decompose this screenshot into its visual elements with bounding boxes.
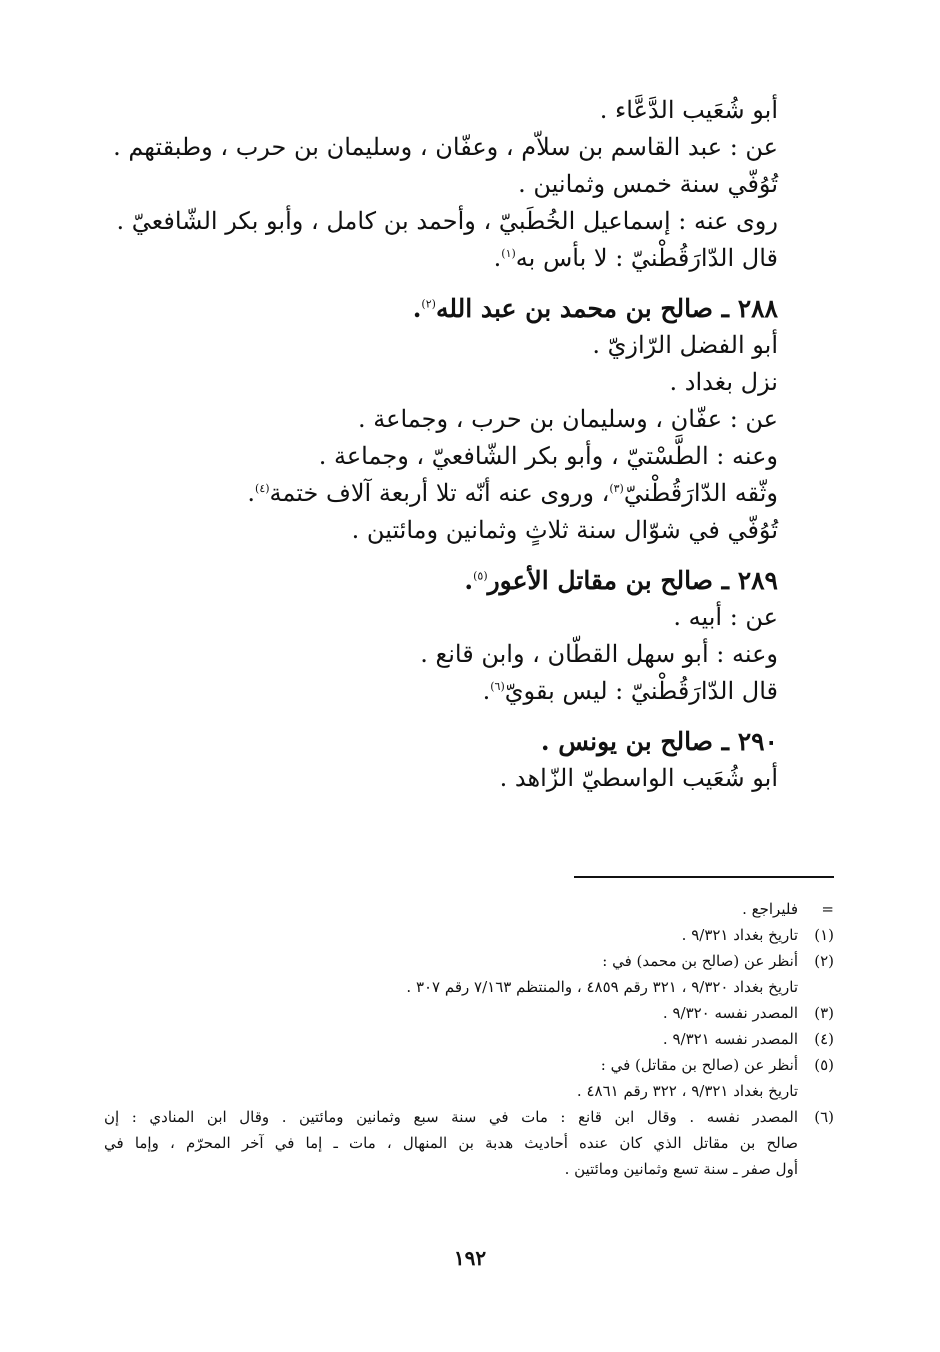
entry-title xyxy=(138,290,778,327)
text-line xyxy=(138,673,778,710)
text-span: . xyxy=(493,244,502,272)
text-line: عن : أبيه . xyxy=(673,603,778,631)
text-line: أبو شُعَيب الواسطيّ الزّاهد . xyxy=(499,764,778,792)
footnote-line: المصدر نفسه ٩/٣٢٠ . xyxy=(662,1004,798,1022)
entry-title: ٢٩٠ ـ صالح بن يونس . xyxy=(540,727,778,756)
footnote-body xyxy=(104,896,798,922)
footnote xyxy=(104,1000,834,1026)
footnote-ref: (٤) xyxy=(255,482,270,495)
footnote-ref: (٦) xyxy=(490,680,505,693)
footnotes xyxy=(104,896,834,1182)
entry-289 xyxy=(138,562,778,710)
text-span: . xyxy=(482,677,491,705)
footnote-line: المصدر نفسه . وقال ابن قانع : مات في سنة سبع وثمانين ومائتين . وقال ابن المنادي : إن xyxy=(104,1108,798,1126)
footnote-body xyxy=(104,948,798,1000)
text-line: أبو الفضل الرّازيّ . xyxy=(592,331,778,359)
text-line: تُوُفّي في شوّال سنة ثلاثٍ وثمانين ومائتين . xyxy=(351,516,778,544)
footnote-body xyxy=(104,1026,798,1052)
footnote-number: (٦) xyxy=(814,1108,834,1126)
footnote-line: فليراجع . xyxy=(742,900,798,918)
footnote-number: = xyxy=(821,900,834,918)
footnote-number: (٣) xyxy=(814,1004,834,1022)
text-span: . xyxy=(247,479,256,507)
text-line: وعنه : أبو سهل القطّان ، وابن قانع . xyxy=(420,640,778,668)
footnote-number: (١) xyxy=(814,926,834,944)
text-line: عن : عبد القاسم بن سلاّم ، وعفّان ، وسليمان بن حرب ، وطبقتهم . xyxy=(113,133,778,161)
text-line: أبو شُعَيب الدَّعَّاء . xyxy=(599,96,778,124)
footnote xyxy=(104,896,834,922)
footnote xyxy=(104,1104,834,1182)
footnote-number: (٥) xyxy=(814,1056,834,1074)
entry-288 xyxy=(138,290,778,549)
previous-entry-tail xyxy=(113,92,778,277)
footnote-number: (٤) xyxy=(814,1030,834,1048)
text-span: . xyxy=(412,294,422,323)
entry-title-text: ٢٨٩ ـ صالح بن مقاتل الأعور xyxy=(487,566,778,595)
footnote-line: تاريخ بغداد ٩/٣٢١ . xyxy=(681,926,798,944)
footnote-line: تاريخ بغداد ٩/٣٢١ ، ٣٢٢ رقم ٤٨٦١ . xyxy=(576,1082,798,1100)
text-span: قال الدّارَقُطْنيّ : ليس بقويّ xyxy=(504,677,778,705)
footnote-ref: (٣) xyxy=(609,482,624,495)
footnote-line: أنظر عن (صالح بن مقاتل) في : xyxy=(600,1056,798,1074)
entry-290 xyxy=(138,723,778,797)
entry-title xyxy=(138,562,778,599)
text-line: تُوُفّي سنة خمس وثمانين . xyxy=(518,170,778,198)
footnote-ref: (١) xyxy=(501,247,516,260)
footnote-divider xyxy=(574,876,834,878)
footnote-line: تاريخ بغداد ٩/٣٢٠ ، ٣٢١ رقم ٤٨٥٩ ، والمنتظم ٧/١٦٣ رقم ٣٠٧ . xyxy=(406,978,798,996)
text-span: ، وروى عنه أنّه تلا أربعة آلاف ختمة xyxy=(269,479,610,507)
text-line: نزل بغداد . xyxy=(669,368,778,396)
footnote-line: المصدر نفسه ٩/٣٢١ . xyxy=(662,1030,798,1048)
footnote-line: أول صفر ـ سنة تسع وثمانين ومائتين . xyxy=(564,1160,798,1178)
main-text xyxy=(113,92,778,797)
text-line: روى عنه : إسماعيل الخُطَبيّ ، وأحمد بن كامل ، وأبو بكر الشّافعيّ . xyxy=(116,207,778,235)
entry-title-text: ٢٨٨ ـ صالح بن محمد بن عبد الله xyxy=(435,294,778,323)
footnote-line: أنظر عن (صالح بن محمد) في : xyxy=(602,952,798,970)
text-span: وثّقه الدّارَقُطْنيّ xyxy=(623,479,778,507)
footnote xyxy=(104,948,834,1000)
footnote xyxy=(104,1052,834,1104)
footnote xyxy=(104,1026,834,1052)
footnote xyxy=(104,922,834,948)
text-line: عن : عفّان ، وسليمان بن حرب ، وجماعة . xyxy=(358,405,778,433)
footnote-line: صالح بن مقاتل الذي كان عنده أحاديث هدبة بن المنهال ، مات ـ إما في آخر المحرّم ، وإما في xyxy=(104,1134,798,1152)
text-line xyxy=(138,475,778,512)
footnote-body xyxy=(104,1000,798,1026)
footnote-body xyxy=(104,922,798,948)
text-line xyxy=(138,240,778,277)
text-span: . xyxy=(464,566,474,595)
page-number: ١٩٢ xyxy=(453,1246,487,1270)
footnote-body xyxy=(104,1052,798,1104)
text-line: وعنه : الطَّسْتيّ ، وأبو بكر الشّافعيّ ، وجماعة . xyxy=(318,442,778,470)
footnote-ref: (٥) xyxy=(473,569,488,583)
footnote-body xyxy=(104,1104,798,1182)
footnote-ref: (٢) xyxy=(421,297,436,311)
footnote-number: (٢) xyxy=(814,952,834,970)
text-span: قال الدّارَقُطْنيّ : لا بأس به xyxy=(515,244,778,272)
